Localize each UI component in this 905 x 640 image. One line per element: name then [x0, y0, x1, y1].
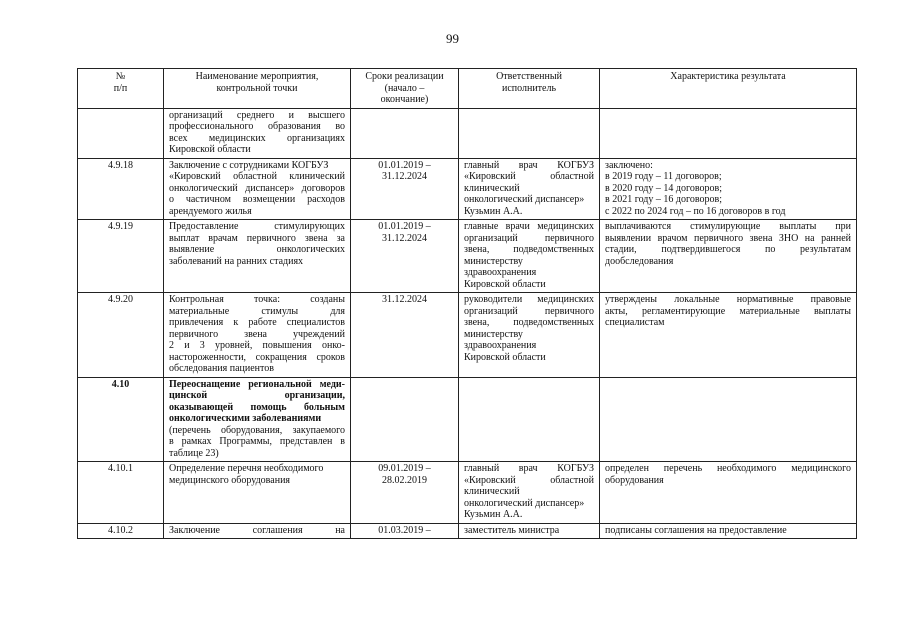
date-line: 31.12.2024 — [382, 171, 427, 182]
cell-number — [78, 108, 164, 158]
responsible-line: руководители медицинских — [464, 294, 594, 305]
header-name-line: контрольной точки — [216, 82, 298, 94]
name-line: Предоставление стимулирующих — [169, 221, 345, 232]
table-row — [78, 220, 857, 293]
date-line: 01.03.2019 – — [378, 524, 431, 536]
cell-number: 4.9.19 — [78, 220, 164, 293]
name-line: онкологический диспансер» договоров — [169, 182, 345, 194]
responsible-line: главные врачи медицинских — [464, 221, 594, 232]
responsible-line: Кузьмин А.А. — [464, 509, 523, 520]
name-line: 2 и 3 уровней, повышения онко- — [169, 340, 345, 351]
name-line: Кировской области — [169, 144, 251, 155]
result-line: выявлении врачом первичного звена ЗНО на ранней — [605, 232, 851, 244]
result-line: в 2021 году – 16 договоров; — [605, 194, 722, 205]
table-row — [78, 158, 857, 220]
responsible-line: главный врач КОГБУЗ — [464, 159, 594, 171]
cell-number: 4.10.2 — [78, 523, 164, 539]
table-header — [78, 69, 857, 109]
cell-result — [600, 377, 857, 462]
name-line: «Кировский областной клинический — [169, 171, 345, 182]
cell-dates — [351, 293, 459, 378]
name-line: Заключение соглашения на — [169, 524, 345, 536]
cell-dates — [351, 523, 459, 539]
header-name — [164, 69, 351, 109]
name-line: профессионального образования во — [169, 121, 345, 132]
name-line: первичного звена учреждений — [169, 328, 345, 340]
cell-result — [600, 293, 857, 378]
name-line: Контрольная точка: созданы — [169, 294, 345, 305]
header-result — [600, 69, 857, 109]
responsible-line: заместитель министра — [464, 524, 560, 536]
cell-result — [600, 158, 857, 220]
cell-number: 4.9.20 — [78, 293, 164, 378]
responsible-line: Кировской области — [464, 278, 546, 290]
name-line: выявление онкологических — [169, 244, 345, 255]
cell-name — [164, 108, 351, 158]
header-dates-line: окончание) — [380, 94, 429, 105]
responsible-line: «Кировский областной — [464, 171, 594, 182]
header-number-line: № — [115, 71, 126, 82]
result-line: заключено: — [605, 159, 653, 171]
name-line: медицинского оборудования — [169, 474, 291, 486]
name-line: (перечень оборудования, закупаемого — [169, 424, 345, 436]
responsible-line: министерству — [464, 328, 523, 340]
name-line: о частичном возмещении расходов — [169, 194, 345, 205]
plan-table — [77, 68, 857, 539]
name-line: всех медицинских организациях — [169, 132, 345, 144]
result-line: определен перечень необходимого медицинского — [605, 463, 851, 474]
responsible-line: звена, подведомственных — [464, 317, 594, 328]
responsible-line: здравоохранения — [464, 340, 537, 351]
result-line: дообследования — [605, 255, 674, 267]
cell-name — [164, 523, 351, 539]
name-line: Определение перечня необходимого — [169, 463, 324, 474]
responsible-line: организаций первичного — [464, 305, 594, 317]
header-dates-line: (начало – — [384, 82, 425, 94]
cell-responsible — [459, 220, 600, 293]
header-row — [78, 69, 857, 109]
result-line: в 2020 году – 14 договоров; — [605, 182, 722, 194]
cell-number: 4.10.1 — [78, 462, 164, 524]
responsible-line: Кузьмин А.А. — [464, 205, 523, 217]
name-bold-line: онкологическими заболеваниями — [169, 413, 322, 424]
name-line: таблице 23) — [169, 447, 219, 459]
table-row — [78, 377, 857, 462]
name-line: Заключение с сотрудниками КОГБУЗ — [169, 159, 329, 171]
cell-dates — [351, 108, 459, 158]
cell-result — [600, 220, 857, 293]
responsible-line: клинический — [464, 486, 520, 497]
cell-name — [164, 158, 351, 220]
cell-responsible — [459, 523, 600, 539]
name-line: организаций среднего и высшего — [169, 109, 345, 121]
date-line: 09.01.2019 – — [378, 463, 431, 474]
cell-result — [600, 523, 857, 539]
result-line: специалистам — [605, 317, 665, 328]
header-responsible — [459, 69, 600, 109]
name-bold-line: цинской организации, — [169, 390, 345, 401]
cell-responsible — [459, 377, 600, 462]
header-number-line: п/п — [113, 82, 128, 94]
cell-number: 4.9.18 — [78, 158, 164, 220]
header-result-line: Характеристика результата — [670, 71, 786, 82]
name-line: настороженности, сокращения сроков — [169, 351, 345, 363]
result-line: акты, регламентирующие материальные выплаты — [605, 305, 851, 317]
result-line: утверждены локальные нормативные правовые — [605, 294, 851, 305]
name-line: материальные стимулы для — [169, 305, 345, 317]
table-row — [78, 108, 857, 158]
responsible-line: онкологический диспансер» — [464, 194, 585, 205]
result-line: оборудования — [605, 474, 664, 486]
header-number — [78, 69, 164, 109]
cell-result — [600, 108, 857, 158]
name-line: выплат врачам первичного звена за — [169, 232, 345, 244]
page-number: 99 — [446, 31, 459, 46]
table-body — [78, 108, 857, 539]
header-responsible-line: Ответственный — [496, 71, 562, 82]
responsible-line: организаций первичного — [464, 232, 594, 244]
cell-dates — [351, 377, 459, 462]
cell-name — [164, 462, 351, 524]
result-line: с 2022 по 2024 год – по 16 договоров в год — [605, 205, 786, 217]
cell-dates — [351, 220, 459, 293]
cell-name — [164, 293, 351, 378]
cell-responsible — [459, 462, 600, 524]
result-line: стадии, подтвердившегося по результатам — [605, 244, 851, 255]
header-responsible-line: исполнитель — [501, 82, 557, 94]
cell-dates — [351, 462, 459, 524]
cell-number: 4.10 — [78, 377, 164, 462]
cell-responsible — [459, 293, 600, 378]
responsible-line: звена, подведомственных — [464, 244, 594, 255]
responsible-line: Кировской области — [464, 351, 546, 363]
responsible-line: онкологический диспансер» — [464, 497, 585, 509]
name-bold-line: оказывающей помощь больным — [169, 401, 345, 413]
date-line: 31.12.2024 — [382, 294, 427, 305]
result-line: подписаны соглашения на предоставление — [605, 524, 787, 536]
cell-dates — [351, 158, 459, 220]
responsible-line: здравоохранения — [464, 267, 537, 278]
name-line: привлечения к работе специалистов — [169, 317, 345, 328]
date-line: 01.01.2019 – — [378, 221, 431, 232]
name-line: арендуемого жилья — [169, 205, 252, 217]
date-line: 28.02.2019 — [382, 474, 427, 486]
cell-responsible — [459, 108, 600, 158]
name-bold-line: Переоснащение региональной меди- — [169, 378, 345, 390]
cell-name — [164, 220, 351, 293]
table-row — [78, 462, 857, 524]
result-line: в 2019 году – 11 договоров; — [605, 171, 722, 182]
date-line: 31.12.2024 — [382, 232, 427, 244]
header-dates-line: Сроки реализации — [365, 71, 444, 82]
table-row — [78, 523, 857, 539]
result-line: выплачиваются стимулирующие выплаты при — [605, 221, 851, 232]
cell-result — [600, 462, 857, 524]
name-line: в рамках Программы, представлен в — [169, 436, 345, 447]
name-line: обследования пациентов — [169, 363, 274, 374]
responsible-line: клинический — [464, 182, 520, 194]
responsible-line: главный врач КОГБУЗ — [464, 463, 594, 474]
name-line: заболеваний на ранних стадиях — [169, 255, 304, 267]
cell-responsible — [459, 158, 600, 220]
header-name-line: Наименование мероприятия, — [195, 71, 319, 82]
header-dates — [351, 69, 459, 109]
cell-name — [164, 377, 351, 462]
table-row — [78, 293, 857, 378]
date-line: 01.01.2019 – — [378, 159, 431, 171]
responsible-line: министерству — [464, 255, 523, 267]
responsible-line: «Кировский областной — [464, 474, 594, 486]
